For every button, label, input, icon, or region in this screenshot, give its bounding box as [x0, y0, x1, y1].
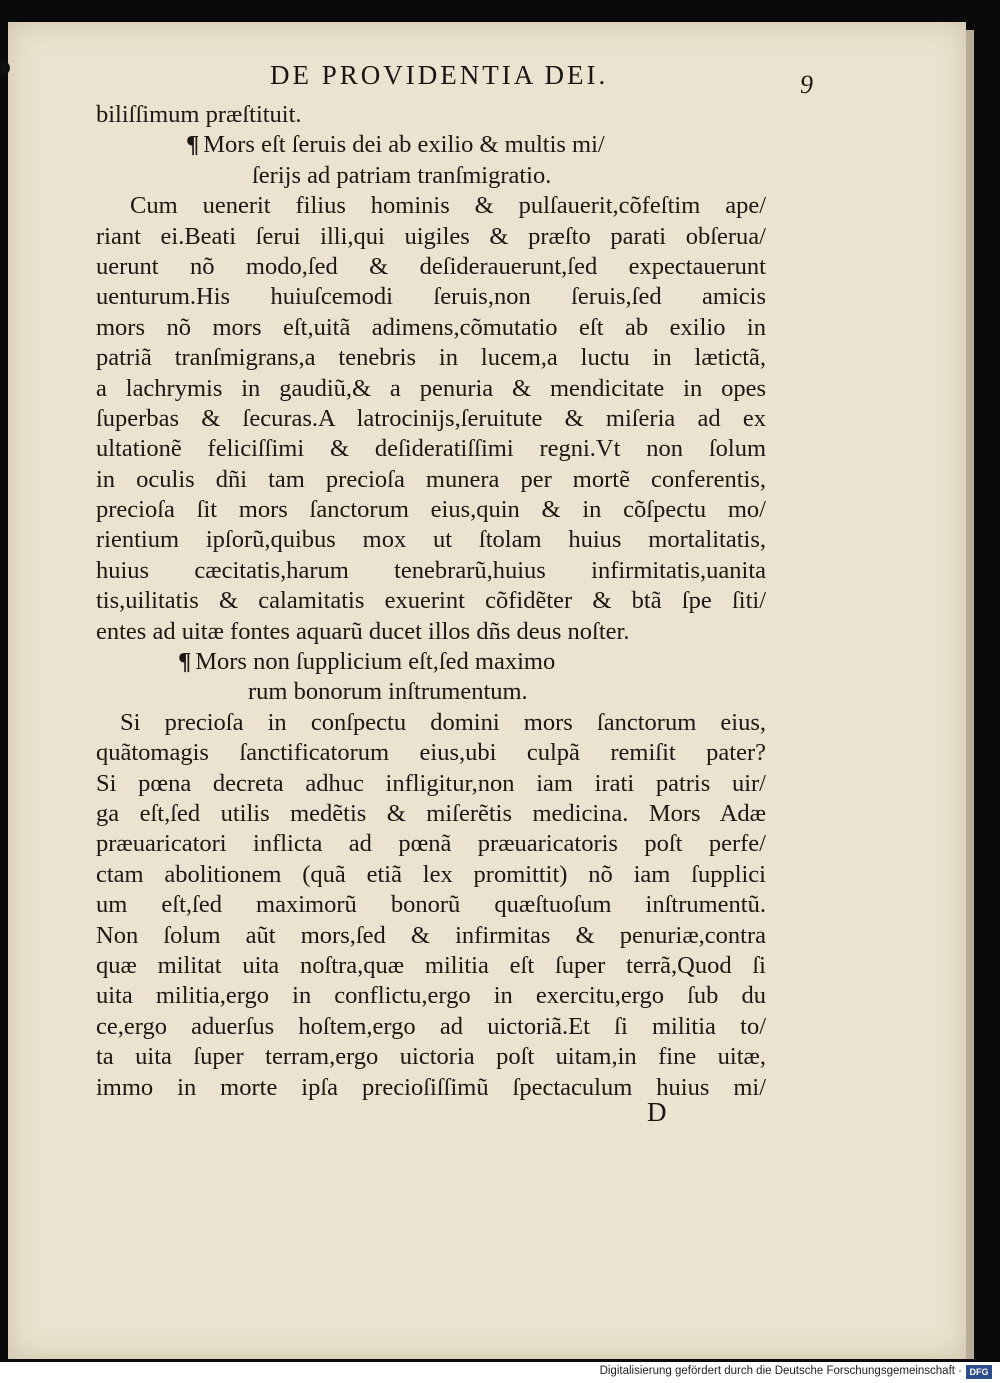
text-line	[96, 161, 766, 191]
text-line	[96, 404, 766, 434]
line-text: uenturum.His huiuſcemodi ſeruis,non ſeruis,ſed amicis	[96, 283, 766, 311]
line-text: um eſt,ſed maximorũ bonorũ quæſtuoſum inſtrumentũ.	[96, 891, 766, 919]
line-text: rientium ipſorũ,quibus mox ut ſtolam huius mortalitatis,	[96, 526, 766, 554]
line-text: quæ militat uita noſtra,quæ militia eſt ſuper terrã,Quod ſi	[96, 951, 766, 979]
line-text: ultationẽ feliciſſimi & deſideratiſſimi regni.Vt non ſolum	[96, 435, 766, 463]
text-line	[96, 951, 766, 981]
line-text: tis,uilitatis & calamitatis exuerint cõfidẽter & btã ſpe ſiti/	[96, 587, 766, 615]
line-text: Si precioſa in conſpectu domini mors ſanctorum eius,	[120, 708, 766, 736]
text-line	[96, 313, 766, 343]
line-text: patriã tranſmigrans,a tenebris in lucem,a luctu in lætictã,	[96, 344, 766, 372]
line-text: ſuperbas & ſecuras.A latrocinijs,ſeruitute & miſeria ad ex	[96, 404, 766, 432]
text-line	[96, 586, 766, 616]
text-line	[96, 525, 766, 555]
line-text: ga eſt,ſed utilis medẽtis & miſerẽtis medicina. Mors Adæ	[96, 799, 766, 827]
line-text: præuaricatori inflicta ad pœnã præuaricatoris poſt perfe/	[96, 830, 766, 858]
text-line	[96, 1012, 766, 1042]
line-text: uita militia,ergo in conflictu,ergo in exercitu,ergo ſub du	[96, 982, 766, 1010]
line-text: rum bonorum inſtrumentum.	[248, 678, 528, 706]
page-edge	[966, 30, 974, 1359]
text-line	[96, 981, 766, 1011]
text-line	[96, 191, 766, 221]
line-text: huius cæcitatis,harum tenebrarũ,huius infirmitatis,uanita	[96, 556, 766, 584]
line-text: Cum uenerit filius hominis & pulſauerit,cõfeſtim ape/	[130, 192, 766, 220]
line-text: precioſa ſit mors ſanctorum eius,quin & in cõſpectu mo/	[96, 496, 766, 524]
text-line	[96, 829, 766, 859]
text-line	[96, 556, 766, 586]
footer-bar	[0, 1362, 1000, 1383]
line-text: mors nõ mors eſt,uitã adimens,cõmutatio eſt ab exilio in	[96, 313, 766, 341]
line-text: ctam abolitionem (quã etiã lex promittit) nõ iam ſupplici	[96, 860, 766, 888]
text-line	[96, 708, 766, 738]
text-line	[96, 465, 766, 495]
footer-credit: Digitalisierung gefördert durch die Deutsche Forschungsgemeinschaft ·	[599, 1365, 962, 1377]
section-heading-line	[96, 130, 766, 160]
text-line	[96, 738, 766, 768]
section-heading-line	[96, 647, 766, 677]
line-text: immo in morte ipſa precioſiſſimũ ſpectaculum huius mi/	[96, 1073, 766, 1101]
line-text: ce,ergo aduerſus hoſtem,ergo ad uictoriã.Et ſi militia to/	[96, 1012, 766, 1040]
line-text: ta uita ſuper terram,ergo uictoria poſt uitam,in fine uitæ,	[96, 1043, 766, 1071]
text-line	[96, 799, 766, 829]
line-text: quãtomagis ſanctificatorum eius,ubi culpã remiſit pater?	[96, 739, 766, 767]
text-line	[96, 921, 766, 951]
text-line	[96, 677, 766, 707]
text-line	[96, 282, 766, 312]
text-line	[96, 434, 766, 464]
line-text: in oculis dñi tam precioſa munera per mortẽ conferentis,	[96, 465, 766, 493]
line-text: Si pœna decreta adhuc infligitur,non iam irati patris uir/	[96, 769, 766, 797]
dfg-logo: DFG	[966, 1365, 992, 1379]
text-line	[96, 343, 766, 373]
pilcrow-icon: ¶	[178, 648, 192, 676]
text-line	[96, 617, 766, 647]
folio-number: 9	[800, 70, 813, 99]
line-text: uerunt nõ modo,ſed & deſiderauerunt,ſed expectauerunt	[96, 252, 766, 280]
text-line	[96, 860, 766, 890]
text-line	[96, 100, 766, 130]
line-text: Non ſolum aũt mors,ſed & infirmitas & penuriæ,contra	[96, 921, 766, 949]
text-line	[96, 1042, 766, 1072]
line-text: biliſſimum præſtituit.	[96, 101, 302, 128]
line-text: entes ad uitæ fontes aquarũ ducet illos dñs deus noſter.	[96, 617, 630, 645]
signature-mark: D	[647, 1097, 667, 1127]
line-text: riant ei.Beati ſerui illi,qui uigiles & præſto parati obſerua/	[96, 222, 766, 250]
line-text: ſerijs ad patriam tranſmigratio.	[252, 161, 552, 189]
text-line	[96, 769, 766, 799]
text-line	[96, 890, 766, 920]
text-line	[96, 374, 766, 404]
text-line	[96, 222, 766, 252]
line-text: a lachrymis in gaudiũ,& a penuria & mendicitate in opes	[96, 374, 766, 402]
binding-mark	[0, 62, 10, 74]
text-line	[96, 252, 766, 282]
line-text: Mors non ſupplicium eſt,ſed maximo	[195, 648, 556, 676]
pilcrow-icon: ¶	[186, 131, 200, 159]
running-head: DE PROVIDENTIA DEI.	[270, 60, 609, 90]
text-line	[96, 495, 766, 525]
line-text: Mors eſt ſeruis dei ab exilio & multis mi/	[203, 131, 605, 159]
text-block	[96, 100, 766, 1103]
